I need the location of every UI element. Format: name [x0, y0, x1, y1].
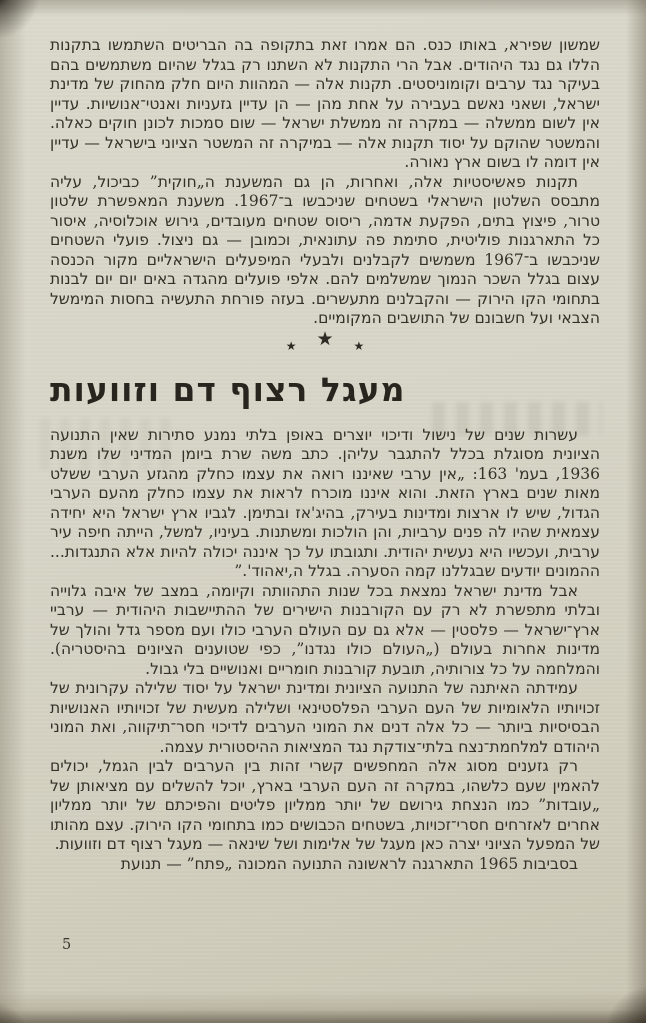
- section-divider-stars: [50, 327, 600, 366]
- star-icon: ★: [285, 338, 297, 353]
- star-icon: ★: [353, 338, 365, 353]
- body-paragraph: רק גזענים מסוג אלה המחפשים קשרי זהות בין הערבים לבין הגמל, יכולים להאמין שעם כלשהו, במקרה זה העם הערבי בארץ, יוכל להשלים עם מציאותן של „עובדות” כמו הנצחת גירושם של יותר ממליון פליטים והפיכתם של יותר ממליון אחרים לאזרחים חסרי־זכויות, בשטחים הכבושים כמו בתחומי הקו הירוק. עצם מהותו של המפעל הציוני יצרה כאן מעגל של אלימות ושל שינאה — מעגל רצוף דם וזוועות.: [50, 757, 600, 853]
- star-icon: ★: [316, 327, 334, 350]
- body-paragraph: בסביבות 1965 התארגנה לראשונה התנועה המכונה „פתח” — תנועת: [120, 854, 578, 873]
- body-paragraph: תקנות פאשיסטיות אלה, ואחרות, הן גם המשענת ה„חוקית” כביכול, עליה מתבסס השלטון הישראלי בשטחים שניכבשו ב־1967. משענת המאפשרת שלטון טרור, פיצוץ בתים, הפקעת אדמה, ריסוס שטחים מעובדים, גירוש אוכלוסיה, איסור כל התארגנות פוליטית, סתימת פה עתונאית, וכמובן — גם ניצול. פועלי השטחים שניכבשו ב־1967 משמשים לקבלנים ולבעלי המיפעלים הישראליים מקור הכנסה עצום בגלל השכר הנמוך שמשלמים להם. אלפי פועלים מהגדה באים יום יום לבנות בתחומי הקו הירוק — והקבלנים מתעשרים. בעזה פורחת התעשיה בחסות המימשל הצבאי ועל חשבונם של התושבים המקומיים.: [50, 172, 600, 327]
- body-paragraph: עמידתה האיתנה של התנועה הציונית ומדינת ישראל על יסוד שלילה עקרונית של זכויותיו הלאומיות של העם הערבי הפלסטינאי ושלילה מעשית של זכויותיו האנושיות הבסיסיות ביותר — כל אלה דנים את המוני הערבים לדיכוי חסר־תיקווה, ואת המוני היהודם למלחמת־נצח בלתי־צודקת נגד המציאות ההיסטורית עצמה.: [50, 679, 600, 756]
- section-title: מעגל רצוף דם וזוועות: [50, 369, 406, 409]
- body-paragraph: אבל מדינת ישראל נמצאת בכל שנות התהוותה וקיומה, במצב של איבה גלוייה ובלתי מתפשרת לא רק עם הקורבנות הישירים של ההתיישבות היהודית — ערביי ארץ־ישראל — פלסטין — אלא גם עם העולם הערבי כולו ועם מספר גדל והולך של מדינות אחרות בעולם („העולם כולו נגדנו”, כפי שטוענים הציונים בהיסטריה). והמלחמה על כל צורותיה, תובעת קורבנות חומריים ואנושיים בלי גבול.: [50, 581, 600, 678]
- body-paragraph: עשרות שנים של נישול ודיכוי יוצרים באופן בלתי נמנע סתירות שאין התנועה הציונית מסוגלת בכלל להתגבר עליהן. כתב משה שרת ביומן המדיני שלו משנת 1936, בעמ' 163: „אין ערבי שאיננו רואה את עצמו כחלק מהגזע הערבי ששלט מאות שנים בארץ הזאת. והוא איננו מוכרח לראות את עצמו כחלק מהעם הערבי הגדול, שיש לו ארצות ומדינות בעירק, בהיג'אז ובתימן. לגביו ארץ ישראל היא יחידה עצמאית שהיו לה פנים ערביות, והן הולכות ומשתנות. בעיניו, למשל, הייתה חיפה עיר ערבית, ועכשיו היא נעשית יהודית. ותגובתו על כך איננה יכולה להיות אלא התנגדות... ההמונים יודעים שבגללנו קמה הסערה. בגלל ה,יאהוד'.”: [50, 425, 600, 580]
- page-number: 5: [62, 937, 72, 953]
- body-paragraph-continuation: שמשון שפירא, באותו כנס. הם אמרו זאת בתקופה בה הבריטים השתמשו בתקנות הללו גם נגד היהודים. אבל הרי התקנות לא השתנו רק בגלל שהיום משתמשים בהם בעיקר נגד ערבים וקומוניסטים. תקנות אלה — המהוות היום חלק מהחוק של מדינת ישראל, ושאני נאשם בעבירה על אחת מהן — הן עדיין גזעניות ואנטי־אנושיות. עדיין אין לשום ממשלה — במקרה זה ממשלת ישראל — שום סמכות לכונן חוקים כאלה. והמשטר שהוקם על יסוד תקנות אלה — במיקרה זה המשטר הציוני בישראל — עדיין אין דומה לו בשום ארץ נאורה.: [50, 36, 600, 171]
